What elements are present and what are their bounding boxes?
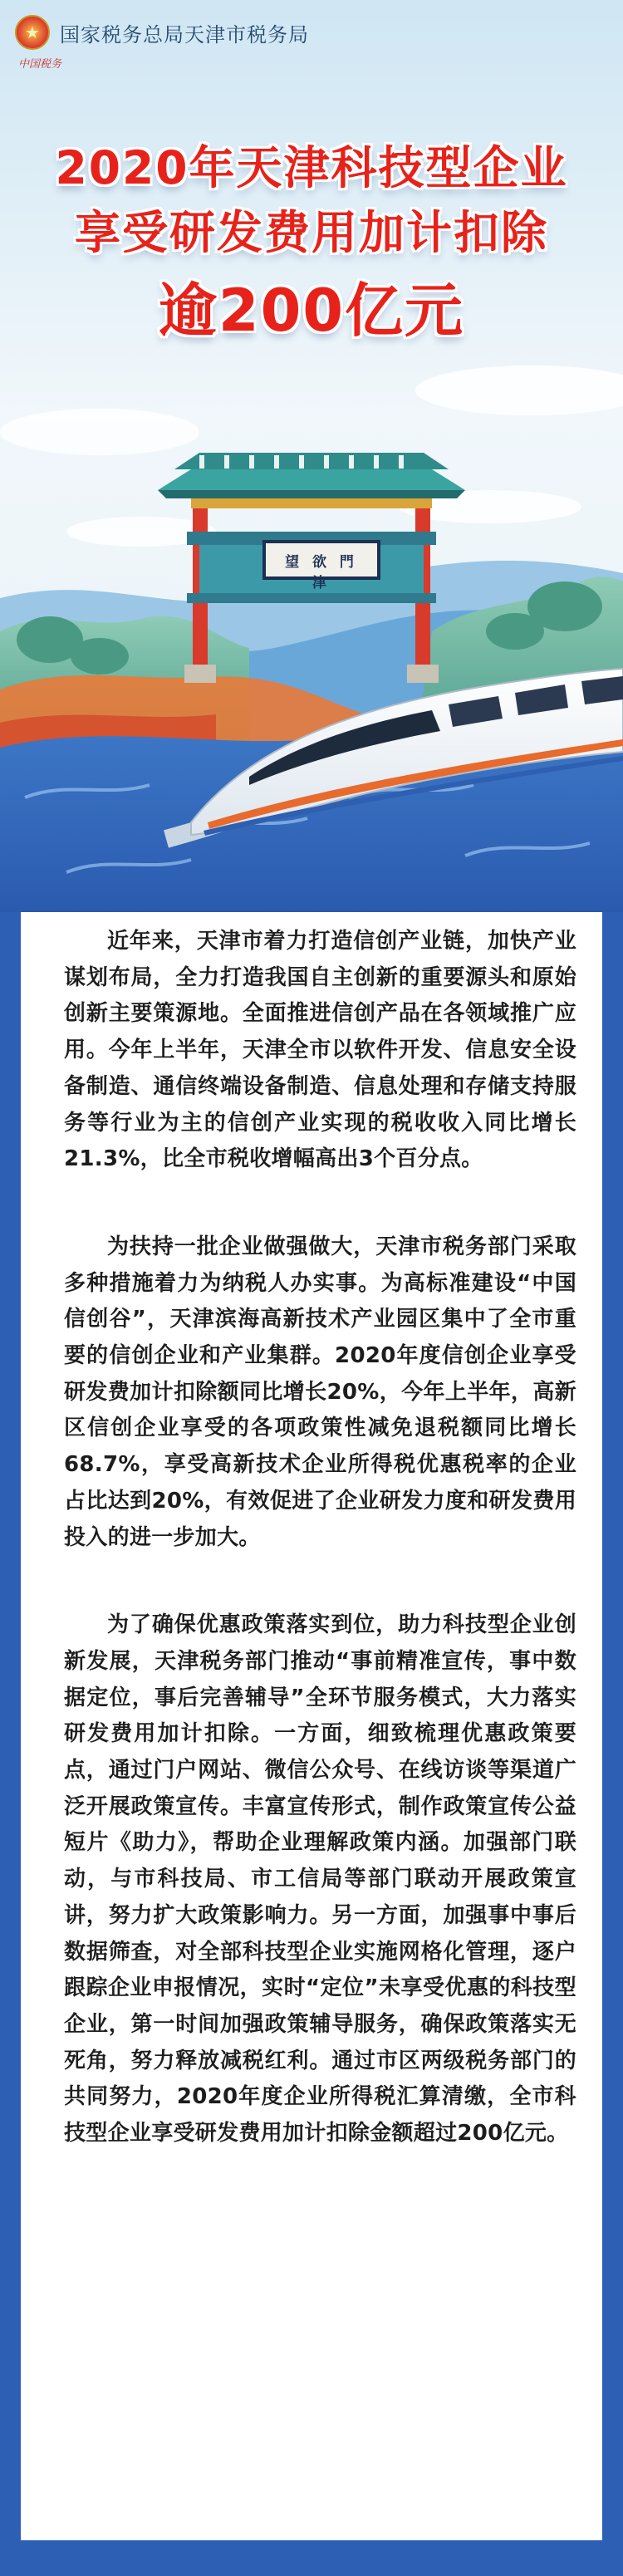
- seal-text: 中国税务: [18, 58, 62, 71]
- gate-plaque-text: 望 欲 門 津: [285, 554, 358, 591]
- article-body: [64, 924, 576, 2152]
- title-line-3: 逾200亿元: [158, 277, 465, 345]
- paragraph-2: 为扶持一批企业做强做大，天津市税务部门采取多种措施着力为纳税人办实事。为高标准建设“中国信创谷”，天津滨海高新技术产业园区集中了全市重要的信创企业和产业集群。2020年度信创企业享受研发费加计扣除额同比增长20%，今年上半年，高新区信创企业享受的各项政策性减免退税额同比增长68.7%，享受高新技术企业所得税优惠税率的企业占比达到20%，有效促进了企业研发力度和研发费用投入的进一步加大。: [64, 1234, 576, 1550]
- paragraph-3: 为了确保优惠政策落实到位，助力科技型企业创新发展，天津税务部门推动“事前精准宣传，事中数据定位，事后完善辅导”全环节服务模式，大力落实研发费用加计扣除。一方面，细致梳理优惠政策要点，通过门户网站、微信公众号、在线访谈等渠道广泛开展政策宣传。丰富宣传形式，制作政策宣传公益短片《助力》，帮助企业理解政策内涵。加强部门联动，与市科技局、市工信局等部门联动开展政策宣讲，努力扩大政策影响力。另一方面，加强事中事后数据筛查，对全部科技型企业实施网格化管理，逐户跟踪企业申报情况，实时“定位”未享受优惠的科技型企业，第一时间加强政策辅导服务，确保政策落实无死角，努力释放减税红利。通过市区两级税务部门的共同努力，2020年度企业所得税汇算清缴，全市科技型企业享受研发费用加计扣除金额超过200亿元。: [64, 1612, 576, 2147]
- title-line-2: 享受研发费用加计扣除: [74, 206, 548, 259]
- title-line-1: 2020年天津科技型企业: [55, 141, 568, 194]
- article-section: [0, 912, 623, 2576]
- article-card: [21, 912, 602, 2540]
- org-name: 国家税务总局天津市税务局: [60, 22, 309, 47]
- paragraph-1: 近年来，天津市着力打造信创产业链，加快产业谋划布局，全力打造我国自主创新的重要源头和原始创新主要策源地。全面推进信创产品在各领域推广应用。今年上半年，天津全市以软件开发、信息安全设备制造、通信终端设备制造、信息处理和存储支持服务等行业为主的信创产业实现的税收收入同比增长21.3%，比全市税收增幅高出3个百分点。: [64, 929, 576, 1172]
- org-header: [15, 15, 309, 50]
- poster-header: [0, 0, 623, 914]
- tax-emblem-icon: ★: [15, 15, 50, 50]
